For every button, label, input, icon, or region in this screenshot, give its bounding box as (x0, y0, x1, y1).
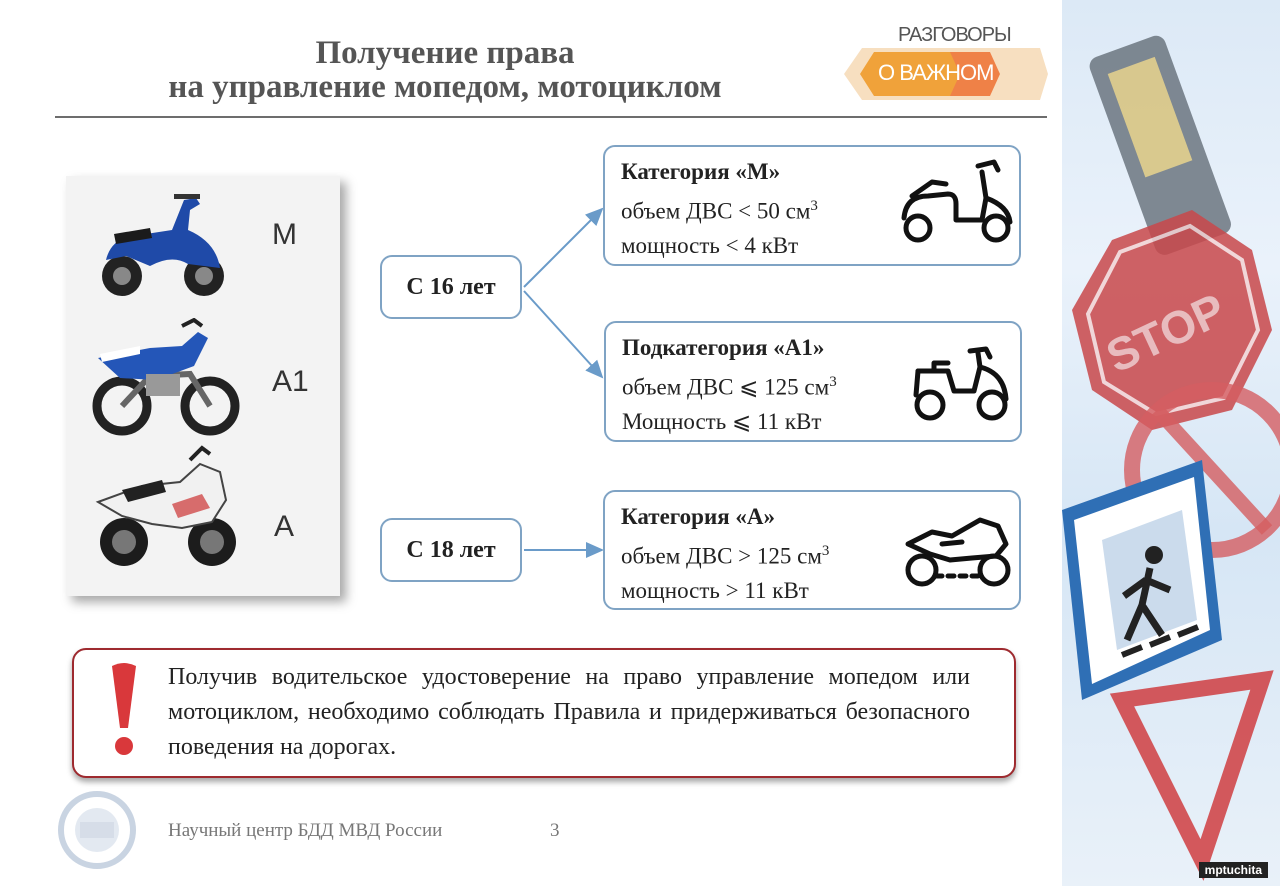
page-number: 3 (550, 820, 560, 841)
category-m-volume: объем ДВС < 50 $см^3$ (621, 198, 818, 224)
road-signs-decoration (1062, 0, 1280, 886)
age-box-16 (380, 255, 522, 319)
age-box-18 (380, 518, 522, 582)
category-m-power: мощность < 4 кВт (621, 232, 799, 258)
exclamation-icon (106, 660, 142, 760)
warning-text: Получив водительское удостоверение на право управление мопедом или мотоциклом, необходимо соблюдать Правила и придерживаться безопасного поведения на дорогах. (168, 664, 970, 760)
light-motorcycle-icon (908, 345, 1012, 425)
age-16-label: С 16 лет (406, 273, 496, 300)
footer-org: Научный центр БДД МВД России (168, 820, 443, 841)
vehicle-letter-m: М (272, 218, 297, 251)
title-divider (55, 116, 1047, 118)
sport-motorcycle-icon (902, 514, 1014, 590)
category-a1-heading: Подкатегория «А1» (622, 335, 825, 360)
category-a1-power: Мощность ⩽ 11 кВт (622, 408, 822, 434)
page-title-line2: на управление мопедом, мотоциклом (168, 69, 722, 105)
badge-top-text: РАЗГОВОРЫ (898, 24, 1011, 46)
stop-sign-label: STOP (1098, 282, 1234, 383)
vehicle-letter-a: А (274, 510, 295, 543)
watermark: mptuchita (1199, 862, 1268, 878)
badge-main-text: О ВАЖНОМ (878, 60, 994, 85)
scooter-photo (92, 190, 232, 300)
connector-arrows (520, 195, 610, 565)
category-a-power: мощность > 11 кВт (621, 577, 809, 603)
sport-bike-photo (92, 444, 242, 574)
category-a-heading: Категория «А» (621, 504, 776, 529)
scooter-icon (898, 158, 1016, 250)
category-a1-volume: объем ДВС ⩽ 125 $см^3$ (622, 374, 837, 400)
arrow-to-category-a1 (524, 291, 602, 377)
pedestrian-crossing-sign-icon (1062, 460, 1222, 700)
road-signs-illustration (1062, 0, 1280, 886)
dirt-bike-photo (90, 318, 240, 438)
vehicle-letter-a1: А1 (272, 365, 309, 398)
arrow-to-category-m (524, 209, 602, 287)
category-a-volume: объем ДВС > 125 $см^3$ (621, 543, 830, 569)
page-title-line1: Получение права (315, 35, 575, 71)
mvd-logo-icon (52, 790, 142, 870)
category-m-heading: Категория «М» (621, 159, 781, 184)
age-18-label: С 18 лет (406, 536, 496, 563)
